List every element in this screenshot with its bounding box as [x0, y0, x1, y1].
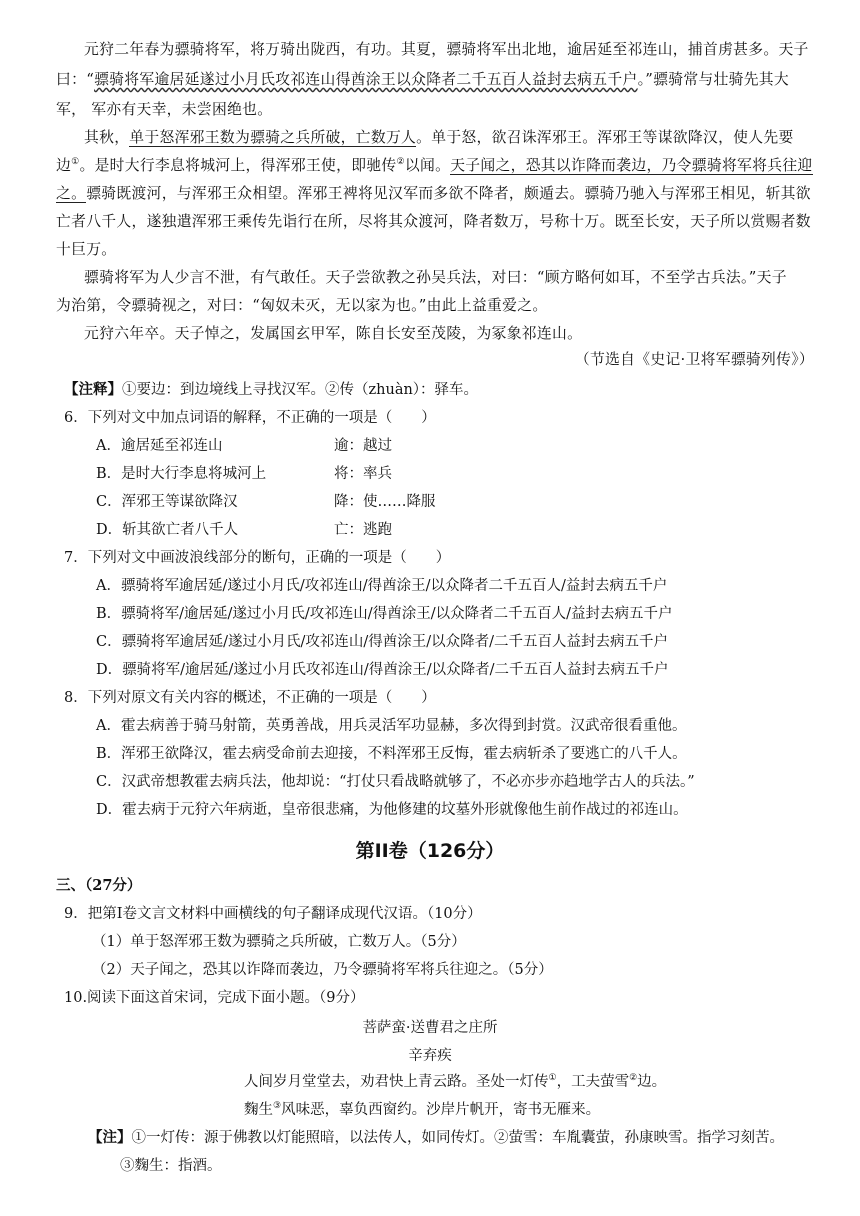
poem-notes-label: 【注】 [88, 1129, 132, 1146]
passage-line [56, 296, 547, 316]
passage-line [84, 324, 582, 344]
passage-text: 元狩二年春为骠骑将军，将万骑出陇西，有功。其夏，骠骑将军出北地，逾居延至祁连山，捕首虏甚多。天子 [84, 41, 809, 58]
part-2-title: 第II卷（126分） [355, 840, 505, 862]
poem-line-2: 麴生③风味恶，辜负西窗约。沙岸片帆开，寄书无雁来。 [244, 1101, 601, 1118]
question-8-option-b[interactable]: B．浑邪王欲降汉，霍去病受命前去迎接，不料浑邪王反悔，霍去病斩杀了要逃亡的八千人。 [96, 746, 687, 762]
passage-text: 亡者八千人，遂独遣浑邪王乘传先诣行在所，尽将其众渡河，降者数万，号称十万。既至长安，天子所以赏赐者数 [56, 213, 811, 230]
notes-line [64, 380, 478, 400]
question-6-stem: 6．下列对文中加点词语的解释，不正确的一项是（ ） [64, 410, 436, 426]
underlined-sentence-2: 天子闻之，恐其以诈降而袭边，乃令骠骑将军将兵往迎 [450, 157, 813, 174]
passage-line [56, 70, 789, 90]
passage-source [575, 350, 814, 370]
passage-text: 元狩六年卒。天子悼之，发属国玄甲军，陈自长安至茂陵，为冢象祁连山。 [84, 325, 583, 342]
question-9-stem: 9．把第Ⅰ卷文言文材料中画横线的句子翻译成现代汉语。（10分） [64, 906, 482, 922]
question-8-option-a[interactable]: A．霍去病善于骑马射箭，英勇善战，用兵灵活军功显赫，多次得到封赏。汉武帝很看重他。 [96, 718, 687, 734]
passage-line [56, 100, 272, 120]
passage-line [56, 240, 116, 260]
passage-text: 其秋， [84, 129, 130, 146]
poem-author: 辛弃疾 [408, 1048, 452, 1064]
question-6-option-b[interactable]: B．是时大行李息将城河上 将：率兵 [96, 466, 392, 482]
passage-line [56, 184, 811, 204]
passage-text: 为治第，令骠骑视之，对曰：“匈奴未灭，无以家为也。”由此上益重爱之。 [56, 297, 548, 314]
footnote-marker: ② [629, 1073, 638, 1084]
question-7-stem: 7．下列对文中画波浪线部分的断句，正确的一项是（ ） [64, 550, 451, 566]
poem-notes-line-2: ③麴生：指酒。 [120, 1158, 222, 1174]
passage-text: 边 [56, 157, 72, 174]
passage-text: 十巨万。 [56, 241, 117, 258]
question-10-stem: 10.阅读下面这首宋词，完成下面小题。（9分） [64, 990, 365, 1006]
question-6-option-a[interactable]: A．逾居延至祁连山 逾：越过 [96, 438, 392, 454]
footnote-marker: ① [71, 157, 80, 168]
source-citation: （节选自《史记·卫将军骠骑列传》） [574, 351, 814, 368]
question-7-option-b[interactable]: B．骠骑将军/逾居延/遂过小月氏/攻祁连山/得酋涂王/以众降者二千五百人/益封去病五千户 [96, 606, 673, 622]
poem-line-1: 人间岁月堂堂去，劝君快上青云路。圣处一灯传①，工夫萤雪②边。 [244, 1073, 667, 1090]
question-6-option-d[interactable]: D．斩其欲亡者八千人 亡：逃跑 [96, 522, 392, 538]
passage-text: 。是时大行李息将城河上，得浑邪王使，即驰传 [79, 157, 397, 174]
question-6-option-c[interactable]: C．浑邪王等谋欲降汉 降：使……降服 [96, 494, 436, 510]
notes-label: 【注释】 [64, 381, 122, 398]
passage-line [84, 128, 794, 148]
passage-line [56, 212, 811, 232]
passage-text: 曰：“ [56, 71, 95, 88]
question-7-option-a[interactable]: A．骠骑将军逾居延/遂过小月氏/攻祁连山/得酋涂王/以众降者二千五百人/益封去病五千户 [96, 578, 668, 594]
passage-text: 。”骠骑常与壮骑先其大 [637, 71, 789, 88]
question-8-stem: 8．下列对原文有关内容的概述，不正确的一项是（ ） [64, 690, 436, 706]
question-7-option-c[interactable]: C．骠骑将军逾居延/遂过小月氏/攻祁连山/得酋涂王/以众降者/二千五百人益封去病五千户 [96, 634, 669, 650]
footnote-marker: ② [396, 157, 405, 168]
underlined-sentence-1: 单于怒浑邪王数为骠骑之兵所破，亡数万人 [129, 129, 417, 146]
question-8-option-c[interactable]: C．汉武帝想教霍去病兵法，他却说：“打仗只看战略就够了，不必亦步亦趋地学古人的兵法。” [96, 774, 695, 790]
passage-text: 。单于怒，欲召诛浑邪王。浑邪王等谋欲降汉，使人先要 [416, 129, 794, 146]
passage-line [84, 40, 809, 60]
question-9-sub-1: （1）单于怒浑邪王数为骠骑之兵所破，亡数万人。（5分） [92, 934, 466, 950]
section-3-heading: 三、（27分） [56, 877, 142, 894]
passage-line [84, 268, 787, 288]
wavy-underlined-sentence: 骠骑将军逾居延遂过小月氏攻祁连山得酋涂王以众降者二千五百人益封去病五千户 [94, 71, 638, 88]
passage-text: 以闻。 [404, 157, 451, 174]
poem-title: 菩萨蛮·送曹君之庄所 [362, 1020, 498, 1036]
question-7-option-d[interactable]: D．骠骑将军/逾居延/遂过小月氏攻祁连山/得酋涂王/以众降者/二千五百人益封去病五千户 [96, 662, 669, 678]
passage-line [56, 156, 813, 176]
footnote-marker: ③ [273, 1101, 282, 1112]
footnote-marker: ① [548, 1073, 557, 1084]
question-8-option-d[interactable]: D．霍去病于元狩六年病逝，皇帝很悲痛，为他修建的坟墓外形就像他生前作战过的祁连山。 [96, 802, 688, 818]
question-9-sub-2: （2）天子闻之，恐其以诈降而袭边，乃令骠骑将军将兵往迎之。（5分） [92, 962, 553, 978]
poem-notes-line-1: 【注】①一灯传：源于佛教以灯能照暗，以法传人，如同传灯。②萤雪：车胤囊萤，孙康映雪。指学习刻苦。 [88, 1129, 784, 1146]
notes-text: ①要边：到边境线上寻找汉军。②传（zhuàn）：驿车。 [122, 382, 479, 398]
passage-text: 军， 军亦有天幸，未尝困绝也。 [56, 101, 273, 118]
underlined-sentence-2-end: 之。 [56, 185, 87, 202]
passage-text: 骠骑将军为人少言不泄，有气敢任。天子尝欲教之孙吴兵法，对曰：“顾方略何如耳，不至学古兵法。”天子 [84, 269, 787, 286]
passage-text: 骠骑既渡河，与浑邪王众相望。浑邪王裨将见汉军而多欲不降者，颇遁去。骠骑乃驰入与浑邪王相见，斩其欲 [86, 185, 811, 202]
